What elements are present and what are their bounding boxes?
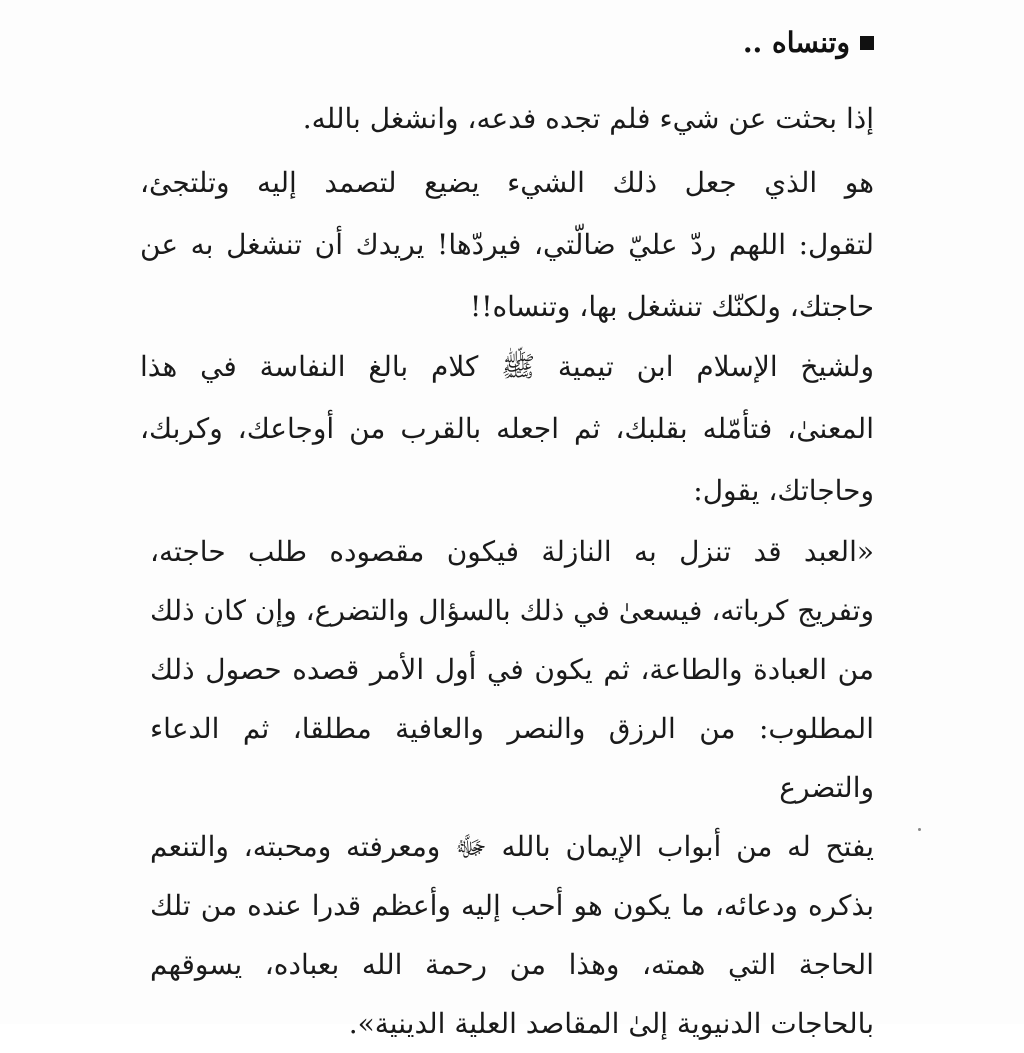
- quote-line: وتفريج كرباته، فيسعىٰ في ذلك بالسؤال والتضرع، وإن كان ذلك: [150, 594, 874, 627]
- heading-bullet-icon: [860, 36, 874, 50]
- paragraph-line: حاجتك، ولكنّك تنشغل بها، وتنساه!!: [469, 290, 874, 323]
- quote-line: بالحاجات الدنيوية إلىٰ المقاصد العلية الدينية».: [348, 1007, 874, 1040]
- quote-line: المطلوب: من الرزق والنصر والعافية مطلقا، ثم الدعاء والتضرع: [150, 712, 874, 804]
- section-heading: [743, 26, 874, 59]
- quote-line: من العبادة والطاعة، ثم يكون في أول الأمر قصده حصول ذلك: [150, 653, 874, 686]
- quote-line: «العبد قد تنزل به النازلة فيكون مقصوده طلب حاجته،: [150, 535, 874, 568]
- paragraph-line: هو الذي جعل ذلك الشيء يضيع لتصمد إليه وتلتجئ،: [140, 166, 874, 199]
- paragraph-1: [150, 88, 874, 150]
- paragraph-2: [140, 152, 874, 338]
- paragraph-line: ولشيخ الإسلام ابن تيمية ﷺ كلام بالغ النفاسة في هذا: [140, 350, 874, 383]
- quoted-passage: [150, 522, 874, 1053]
- paragraph-line: المعنىٰ، فتأمّله بقلبك، ثم اجعله بالقرب من أوجاعك، وكربك،: [140, 412, 874, 445]
- heading-text: وتنساه ..: [742, 26, 850, 59]
- paragraph-line: لتقول: اللهم ردّ عليّ ضالّتي، فيردّها! يريدك أن تنشغل به عن: [140, 228, 874, 261]
- paragraph-3: [140, 336, 874, 522]
- quote-line: بذكره ودعائه، ما يكون هو أحب إليه وأعظم قدرا عنده من تلك: [150, 889, 874, 922]
- scan-speck: [918, 828, 921, 831]
- paragraph-line: وحاجاتك، يقول:: [693, 474, 874, 507]
- quote-line: يفتح له من أبواب الإيمان بالله ﷻ ومعرفته ومحبته، والتنعم: [150, 830, 874, 863]
- paragraph-line: إذا بحثت عن شيء فلم تجده فدعه، وانشغل بالله.: [302, 102, 874, 135]
- quote-line: الحاجة التي همته، وهذا من رحمة الله بعباده، يسوقهم: [150, 948, 874, 981]
